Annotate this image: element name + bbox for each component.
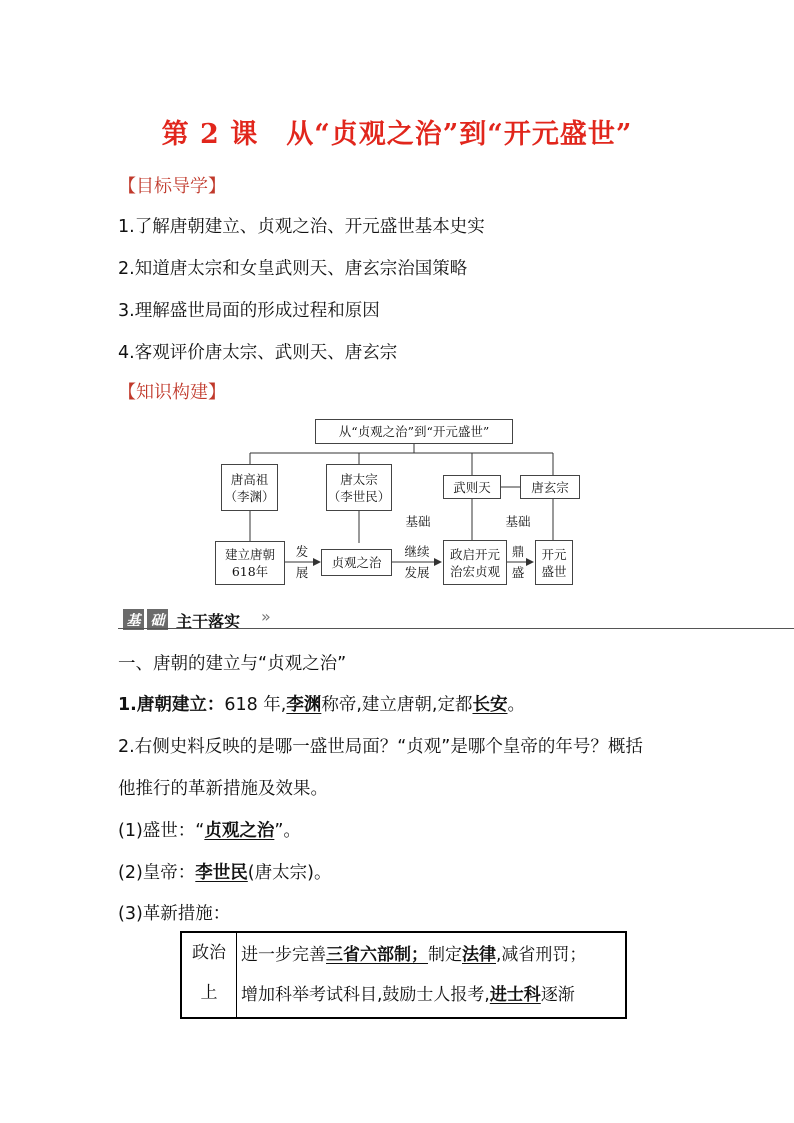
question-2-line-2: 他推行的革新措施及效果。 <box>118 779 328 799</box>
answer-2-prefix: (2)皇帝： <box>118 863 196 883</box>
taizong-name: （李世民） <box>327 488 391 504</box>
table-text: 进一步完善 <box>241 945 326 965</box>
table-answer: 进士科 <box>489 985 541 1005</box>
table-text: ,减省刑罚； <box>496 945 587 965</box>
dingsheng-label-2: 盛 <box>511 565 525 580</box>
base-label: 基础 <box>505 514 531 529</box>
diagram-zhengqi-box <box>443 540 507 585</box>
q1-label: 1.唐朝建立： <box>118 695 225 715</box>
diagram-taizong-box <box>326 464 392 511</box>
fazhan-label-2: 展 <box>295 565 309 580</box>
table-line-1 <box>241 935 621 975</box>
kaiyuan-label-2: 盛世 <box>541 563 567 579</box>
answer-2-suffix: (唐太宗)。 <box>247 863 332 883</box>
page-title: 第 2 课 从“贞观之治”到“开元盛世” <box>161 119 633 150</box>
banner-arrow-icon: » <box>261 607 271 626</box>
diagram-top-box <box>315 419 513 444</box>
diagram-found-box <box>215 541 285 585</box>
found-year: 618年 <box>231 564 269 579</box>
taizong-label: 唐太宗 <box>340 471 378 487</box>
goal-item: 4.客观评价唐太宗、武则天、唐玄宗 <box>118 343 398 363</box>
zhenguan-label: 贞观之治 <box>331 555 382 570</box>
wuzetian-label: 武则天 <box>453 479 491 495</box>
table-row <box>181 932 626 1018</box>
answer-1-suffix: ”。 <box>274 821 301 841</box>
banner-label: 主干落实 <box>176 612 241 631</box>
gaozu-name: （李渊） <box>224 488 275 504</box>
table-answer: 三省六部制； <box>326 945 428 965</box>
answer-2 <box>118 859 331 884</box>
goals-heading: 【目标导学】 <box>118 176 226 197</box>
answer-1 <box>118 817 301 842</box>
q1-text: 。 <box>507 695 525 715</box>
xuanzong-label: 唐玄宗 <box>531 479 569 495</box>
diagram-kaiyuan-box <box>535 540 573 585</box>
table-category-cell <box>181 932 237 1018</box>
zhengqi-label-1: 政启开元 <box>449 546 500 562</box>
knowledge-heading: 【知识构建】 <box>118 382 226 403</box>
kaiyuan-label-1: 开元 <box>541 546 567 562</box>
goal-item: 2.知道唐太宗和女皇武则天、唐玄宗治国策略 <box>118 259 468 279</box>
banner-char-1: 基 <box>123 609 144 630</box>
gaozu-label: 唐高祖 <box>230 471 269 487</box>
goal-item: 1.了解唐朝建立、贞观之治、开元盛世基本史实 <box>118 217 485 237</box>
section-heading: 一、唐朝的建立与“贞观之治” <box>118 654 347 674</box>
question-2-line-1: 2.右侧史料反映的是哪一盛世局面？“贞观”是哪个皇帝的年号？概括 <box>118 737 643 757</box>
answer-1-value: 贞观之治 <box>204 821 275 841</box>
base-label: 基础 <box>405 514 431 529</box>
answer-3: (3)革新措施： <box>118 904 231 924</box>
diagram-xuanzong-box <box>520 475 580 499</box>
q1-text: 618 年, <box>224 695 287 715</box>
table-content-cell <box>237 932 627 1018</box>
answer-1-prefix: (1)盛世：“ <box>118 821 205 841</box>
table-line-2 <box>241 975 621 1015</box>
goal-item: 3.理解盛世局面的形成过程和原因 <box>118 301 380 321</box>
table-text: 增加科举考试科目,鼓励士人报考, <box>241 985 490 1005</box>
category-label: 上 <box>200 983 218 1003</box>
table-answer: 法律 <box>462 945 496 965</box>
zhengqi-label-2: 治宏贞观 <box>449 563 500 579</box>
found-label: 建立唐朝 <box>224 547 275 562</box>
table-text: 制定 <box>428 945 462 965</box>
diagram-top-label: 从“贞观之治”到“开元盛世” <box>338 424 490 439</box>
category-label: 政治 <box>192 943 226 963</box>
jixu-label-1: 继续 <box>404 544 430 559</box>
q1-answer-capital: 长安 <box>472 695 508 715</box>
answer-2-value: 李世民 <box>195 863 248 883</box>
q1-text: 称帝,建立唐朝,定都 <box>321 695 473 715</box>
diagram-zhenguan-box <box>321 549 392 576</box>
fazhan-label-1: 发 <box>295 544 309 559</box>
banner-char-2: 础 <box>147 609 168 630</box>
table-text: 逐渐 <box>540 985 575 1005</box>
jixu-label-2: 发展 <box>404 565 430 580</box>
q1-answer-founder: 李渊 <box>286 695 322 715</box>
diagram-wuzetian-box <box>443 475 501 499</box>
reform-table <box>180 931 627 1019</box>
diagram-gaozu-box <box>221 464 278 511</box>
banner-divider <box>118 628 794 629</box>
question-1 <box>118 691 525 716</box>
dingsheng-label-1: 鼎 <box>511 544 525 559</box>
